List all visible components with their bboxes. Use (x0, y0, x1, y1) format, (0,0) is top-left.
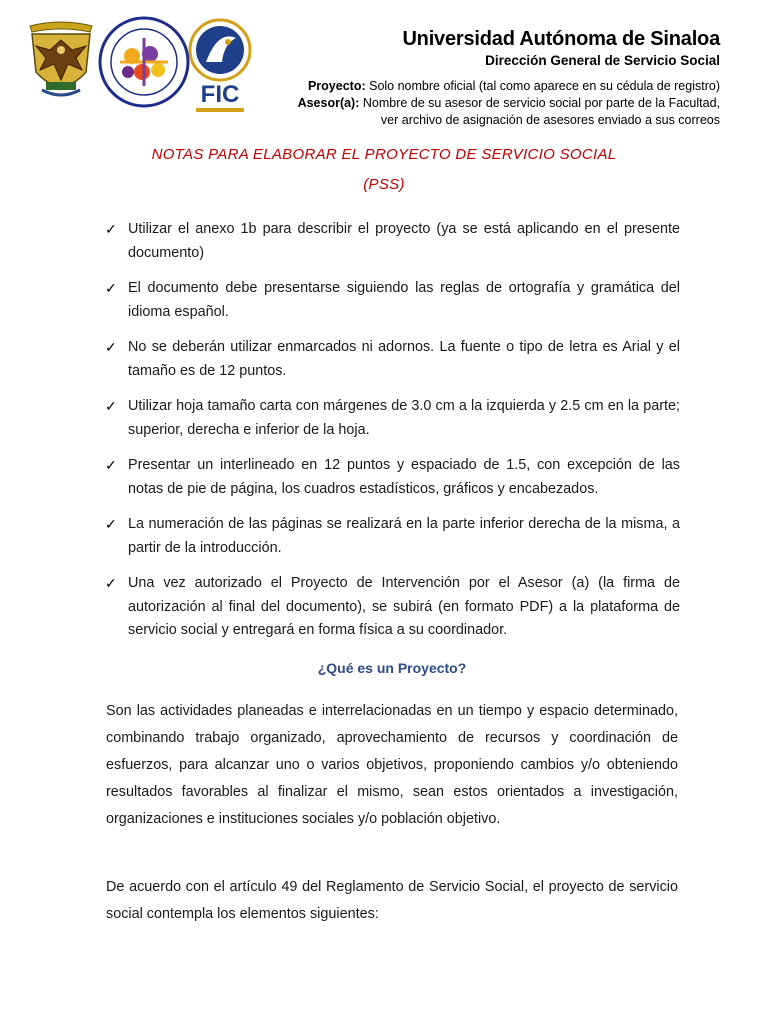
logo-bar (26, 16, 252, 116)
notes-list (105, 218, 680, 655)
list-item (105, 395, 680, 442)
section-heading: ¿Qué es un Proyecto? (317, 660, 467, 676)
list-item (105, 277, 680, 324)
document-header (260, 26, 720, 129)
proyecto-text: Solo nombre oficial (tal como aparece en su cédula de registro) (369, 79, 720, 93)
checkmark-icon: ✓ (105, 398, 117, 414)
note-text: Utilizar el anexo 1b para describir el proyecto (ya se está aplicando en el presente documento) (128, 221, 680, 261)
note-text: Presentar un interlineado en 12 puntos y espaciado de 1.5, con excepción de las notas de pie de página, los cuadros estadísticos, gráficos y encabezados. (128, 457, 680, 497)
uas-crest-logo (26, 20, 96, 104)
checkmark-icon: ✓ (105, 280, 117, 296)
list-item (105, 218, 680, 265)
proyecto-line (260, 78, 720, 95)
checkmark-icon: ✓ (105, 575, 117, 591)
svg-text:FIC: FIC (200, 81, 240, 108)
list-item (105, 572, 680, 643)
asesor-text-1: Nombre de su asesor de servicio social por parte de la Facultad, (362, 96, 720, 110)
list-item (105, 454, 680, 501)
checkmark-icon: ✓ (105, 221, 117, 237)
elements-paragraph: De acuerdo con el artículo 49 del Reglamento de Servicio Social, el proyecto de servicio social contempla los elementos siguientes: (106, 879, 678, 922)
university-name: Universidad Autónoma de Sinaloa (402, 28, 720, 50)
asesor-line-2: ver archivo de asignación de asesores enviado a sus correos (380, 113, 720, 127)
direction-name: Dirección General de Servicio Social (485, 53, 720, 68)
note-text: El documento debe presentarse siguiendo las reglas de ortografía y gramática del idioma español. (128, 280, 680, 320)
checkmark-icon: ✓ (105, 516, 117, 532)
definition-paragraph: Son las actividades planeadas e interrelacionadas en un tiempo y espacio determinado, combinando trabajo organizado, aprovechamiento de recursos y coordinación de esfuerzos, para alcanzar uno o varios objetivos, proponiendo cambios y/o obteniendo resultados favorables al finalizar el mismo, sean estos orientados a investigación, organizaciones e instituciones sociales y/o población objetivo. (106, 703, 678, 827)
asesor-line (260, 95, 720, 112)
checkmark-icon: ✓ (105, 339, 117, 355)
document-title-abbrev: (PSS) (363, 176, 405, 193)
note-text: Utilizar hoja tamaño carta con márgenes de 3.0 cm a la izquierda y 2.5 cm en la parte; superior, derecha e inferior de la hoja. (128, 398, 680, 438)
note-text: La numeración de las páginas se realizará en la parte inferior derecha de la misma, a partir de la introducción. (128, 516, 680, 556)
checkmark-icon: ✓ (105, 457, 117, 473)
document-title: NOTAS PARA ELABORAR EL PROYECTO DE SERVICIO SOCIAL (151, 146, 617, 163)
note-text: No se deberán utilizar enmarcados ni adornos. La fuente o tipo de letra es Arial y el tamaño es de 12 puntos. (128, 339, 680, 379)
proyecto-label: Proyecto: (307, 79, 366, 93)
list-item (105, 336, 680, 383)
note-text: Una vez autorizado el Proyecto de Intervención por el Asesor (a) (la firma de autorización al final del documento), se subirá (en formato PDF) a la plataforma de servicio social y entregará en forma física a su coordinador. (128, 575, 680, 638)
asesor-label: Asesor(a): (297, 96, 360, 110)
servicio-social-logo (98, 16, 190, 108)
fic-logo (188, 18, 252, 116)
list-item (105, 513, 680, 560)
